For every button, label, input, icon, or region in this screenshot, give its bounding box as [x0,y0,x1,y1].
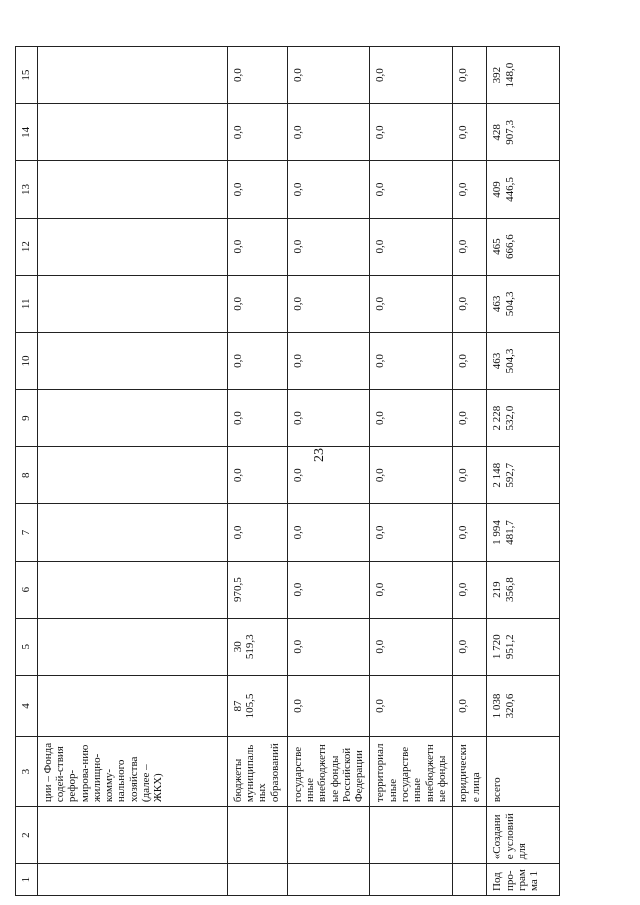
cell-value: 0,0 [227,332,287,389]
cell-value: 0,0 [287,390,370,447]
cell-empty [37,161,227,218]
rotated-table [15,46,560,896]
table-row-intro [37,47,227,896]
cell-value: 0,0 [227,504,287,561]
cell-value: 463 504,3 [487,332,560,389]
cell-value: 0,0 [227,218,287,275]
cell-value: 0,0 [287,161,370,218]
header-col-5: 5 [16,618,38,675]
cell-source: всего [487,737,560,807]
cell-value: 0,0 [287,447,370,504]
cell-value: 0,0 [227,275,287,332]
cell-empty [37,47,227,104]
cell-value: 0,0 [453,218,487,275]
cell-empty [37,447,227,504]
cell-empty [453,864,487,896]
cell-value: 428 907,3 [487,104,560,161]
cell-empty [37,390,227,447]
cell-source-continued: ции – Фонда содей-ствия рефор-мирова-нию жилищно-комму-нального хозяйства (далее – ЖКХ) [37,737,227,807]
cell-value: 2 148 592,7 [487,447,560,504]
cell-value: 0,0 [370,275,453,332]
budget-table [15,46,560,896]
cell-source: государственные внебюджетные фонды Российской Федерации [287,737,370,807]
header-col-13: 13 [16,161,38,218]
header-row [16,47,38,896]
cell-value: 0,0 [453,332,487,389]
cell-empty [37,332,227,389]
cell-value: 0,0 [453,390,487,447]
cell-value: 409 446,5 [487,161,560,218]
cell-value: 0,0 [227,104,287,161]
cell-value: 0,0 [453,675,487,736]
cell-empty [37,218,227,275]
cell-empty [287,807,370,864]
cell-empty [227,807,287,864]
header-col-4: 4 [16,675,38,736]
header-col-8: 8 [16,447,38,504]
cell-value: 392 148,0 [487,47,560,104]
cell-value: 0,0 [287,618,370,675]
cell-empty [287,864,370,896]
cell-value: 463 504,3 [487,275,560,332]
cell-value: 0,0 [453,275,487,332]
header-col-11: 11 [16,275,38,332]
header-col-1: 1 [16,864,38,896]
cell-value: 0,0 [370,675,453,736]
cell-value: 0,0 [453,104,487,161]
cell-value: 0,0 [453,618,487,675]
cell-value: 0,0 [227,161,287,218]
cell-value: 0,0 [287,218,370,275]
cell-value: 0,0 [370,390,453,447]
cell-empty [37,675,227,736]
header-col-15: 15 [16,47,38,104]
cell-value: 0,0 [370,104,453,161]
table-row [227,47,287,896]
cell-empty [37,807,227,864]
cell-empty [453,807,487,864]
header-col-6: 6 [16,561,38,618]
cell-value: 0,0 [287,104,370,161]
cell-empty [37,504,227,561]
cell-value: 970,5 [227,561,287,618]
header-col-12: 12 [16,218,38,275]
table-row-subprogram [487,47,560,896]
cell-value: 0,0 [287,332,370,389]
header-col-10: 10 [16,332,38,389]
cell-value: 0,0 [287,47,370,104]
cell-empty [37,104,227,161]
cell-subprogram-title: «Создание условий для [487,807,560,864]
cell-value: 1 994 481,7 [487,504,560,561]
header-col-7: 7 [16,504,38,561]
cell-value: 0,0 [453,47,487,104]
cell-value: 0,0 [453,561,487,618]
cell-empty [370,807,453,864]
cell-value: 0,0 [287,561,370,618]
cell-value: 0,0 [453,504,487,561]
cell-value: 2 228 532,0 [487,390,560,447]
cell-value: 0,0 [287,675,370,736]
header-col-14: 14 [16,104,38,161]
cell-empty [370,864,453,896]
cell-value: 0,0 [227,447,287,504]
cell-value: 30 519,3 [227,618,287,675]
cell-value: 0,0 [453,447,487,504]
table-row [287,47,370,896]
header-col-3: 3 [16,737,38,807]
cell-value: 465 666,6 [487,218,560,275]
cell-source: территориальные государственные внебюджетные фонды [370,737,453,807]
cell-source: юридические лица [453,737,487,807]
table-row [453,47,487,896]
cell-value: 0,0 [370,504,453,561]
header-col-9: 9 [16,390,38,447]
cell-empty [227,864,287,896]
header-col-2: 2 [16,807,38,864]
cell-value: 219 356,8 [487,561,560,618]
cell-source: бюджеты муниципальных образований [227,737,287,807]
cell-value: 0,0 [287,504,370,561]
cell-subprogram-label: Подпро-грамма 1 [487,864,560,896]
cell-value: 0,0 [453,161,487,218]
cell-value: 0,0 [370,332,453,389]
cell-value: 0,0 [370,161,453,218]
cell-value: 0,0 [227,390,287,447]
cell-empty [37,864,227,896]
cell-value: 1 720 951,2 [487,618,560,675]
cell-value: 0,0 [370,561,453,618]
table-row [370,47,453,896]
cell-empty [37,618,227,675]
cell-empty [37,561,227,618]
cell-value: 0,0 [287,275,370,332]
cell-value: 1 038 320,6 [487,675,560,736]
cell-value: 87 105,5 [227,675,287,736]
cell-value: 0,0 [370,47,453,104]
cell-value: 0,0 [370,618,453,675]
cell-value: 0,0 [227,47,287,104]
cell-value: 0,0 [370,218,453,275]
page-number: 23 [312,448,327,462]
cell-value: 0,0 [370,447,453,504]
cell-empty [37,275,227,332]
